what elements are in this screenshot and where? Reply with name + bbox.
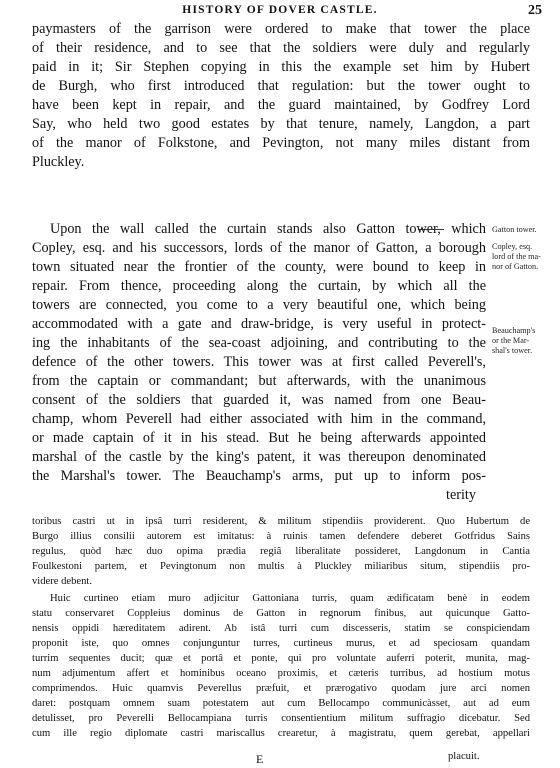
main-text-line: terity [446, 487, 476, 503]
margin-note: Beauchamp's [492, 326, 536, 335]
main-text-line: ing the inhabitants of the sea-coast adjoining, and contributing to the [32, 335, 486, 351]
footnote-line: videre debent. [32, 576, 93, 587]
main-text-line: of their residence, and to see that the soldiers were duly and regularly [32, 40, 531, 56]
main-text-line: have been kept in repair, and the guard maintained, by Godfrey Lord [32, 97, 530, 113]
footnote-line: num adjumentum affert et hominibus oceano proximis, et cæteris turribus, ad hostium motus [32, 668, 531, 679]
main-text-line: Pluckley. [32, 154, 85, 170]
footnote-line: cum ille regio diplomate castri mariscallus crearetur, à magistratu, quem gerebat, appellari [32, 728, 530, 739]
footnote-line: statu conservaret Coppleius dominus de Gatton in regnorum finibus, aut quicunque Gatto- [32, 608, 531, 619]
footnote-line: toribus castri ut in ipsâ turri residerent, & militum stipendiis providerent. Quo Hubertum de [32, 516, 531, 527]
footnote-line: regulus, quòd hæc duo opima prædia regiâ liberalitate possideret, Langdonum in Cantia [32, 546, 530, 557]
footnote-line: detulisset, pro Peverelli Bellocampiana turris consentientium militum suffragio dicebatur. Sed [32, 713, 531, 724]
footnote-line: proponit iste, quo omnes conjunguntur turres, curtineus murus, et ad speciosam quandam [32, 638, 530, 649]
main-text-line: from the captain or commandant; but afterwards, with the unanimous [32, 373, 487, 389]
margin-note: Copley, esq. [492, 242, 533, 251]
margin-note: shal's tower. [492, 346, 533, 355]
main-text-line: Copley, esq. and his successors, lords of the manor of Gatton, a borough [32, 240, 486, 256]
main-text-line: repair. From thence, proceeding along the curtain, by which all the [32, 278, 487, 294]
footnote-line: turrim sequentes ducit; quæ et portâ et ponte, qui pro voluntate auferri poterit, munita, mag- [32, 653, 530, 664]
main-text-line: de Burgh, who first introduced that regulation: but the tower ought to [32, 78, 531, 94]
margin-note: or the Mar- [492, 336, 530, 345]
main-text-line: or made captain of it in his stead. But he being afterwards appointed [32, 430, 487, 446]
main-text-line: marshal of the castle by the king's patent, it was thereupon denominated [32, 449, 487, 465]
signature-mark: E [256, 752, 264, 766]
main-text-line: consent of the soldiers that guarded it, was named from one Beau- [32, 392, 486, 408]
running-header-title: HISTORY OF DOVER CASTLE. [182, 4, 378, 16]
footnote-line: Huic curtineo etiam muro adjicitur Gattoniana turris, quam ædificatam benè in eodem [50, 593, 531, 604]
main-text-line: of the manor of Folkstone, and Pevington, not many miles distant from [32, 135, 531, 151]
main-text-line: Say, who held two good estates by that tenure, namely, Langdon, a part [32, 116, 530, 132]
main-text-line: paid in it; Sir Stephen copying in this the example set him by Hubert [32, 59, 530, 75]
main-text-line: defence of the other towers. This tower was at first called Peverell's, [32, 354, 486, 370]
main-text-line: town situated near the frontier of the county, were bound to keep in [32, 259, 486, 275]
footnote-line: Burgo illius consilii autorem est imitatus: à ruinis tamen defendere deberet Gotfridus Sains [32, 531, 531, 542]
footnote-line: nensis oppidi hæreditatem adirent. Ab istâ turri cum discesseris, statim se conspiciendam [32, 623, 530, 634]
main-text-line: accommodated with a gate and draw-bridge, is very useful in protect- [32, 316, 486, 332]
footnote-line: Foulkestoni partem, et Pevingtonum non multis à Pluckley miliaribus situm, stipendiis pro- [32, 561, 531, 572]
footnote-line: daret: postquam omnem suam potestatem aut cum Bellocampo communicàsset, aut ad eum [32, 698, 530, 709]
main-text-line: champ, whom Peverell had either associated with him in the command, [32, 411, 487, 427]
main-text-line: paymasters of the garrison were ordered to make that tower the place [32, 21, 531, 37]
page-number: 25 [528, 3, 542, 18]
main-text-line: the Marshal's tower. The Beauchamp's arms, put up to inform pos- [32, 468, 487, 484]
margin-note: nor of Gatton. [492, 262, 539, 271]
margin-note: lord of the ma- [492, 252, 541, 261]
main-text-line: towers are connected, you come to a very beautiful one, which being [32, 297, 486, 313]
margin-note: Gatton tower. [492, 225, 537, 234]
footnote-line: placuit. [448, 751, 480, 762]
main-text-line: Upon the wall called the curtain stands also Gatton tower, which [50, 221, 486, 237]
dash-rule [418, 229, 444, 230]
footnote-line: comprimendos. Huic quamvis Peverellus præfuit, et prærogativo quodam jure arci nomen [32, 683, 531, 694]
